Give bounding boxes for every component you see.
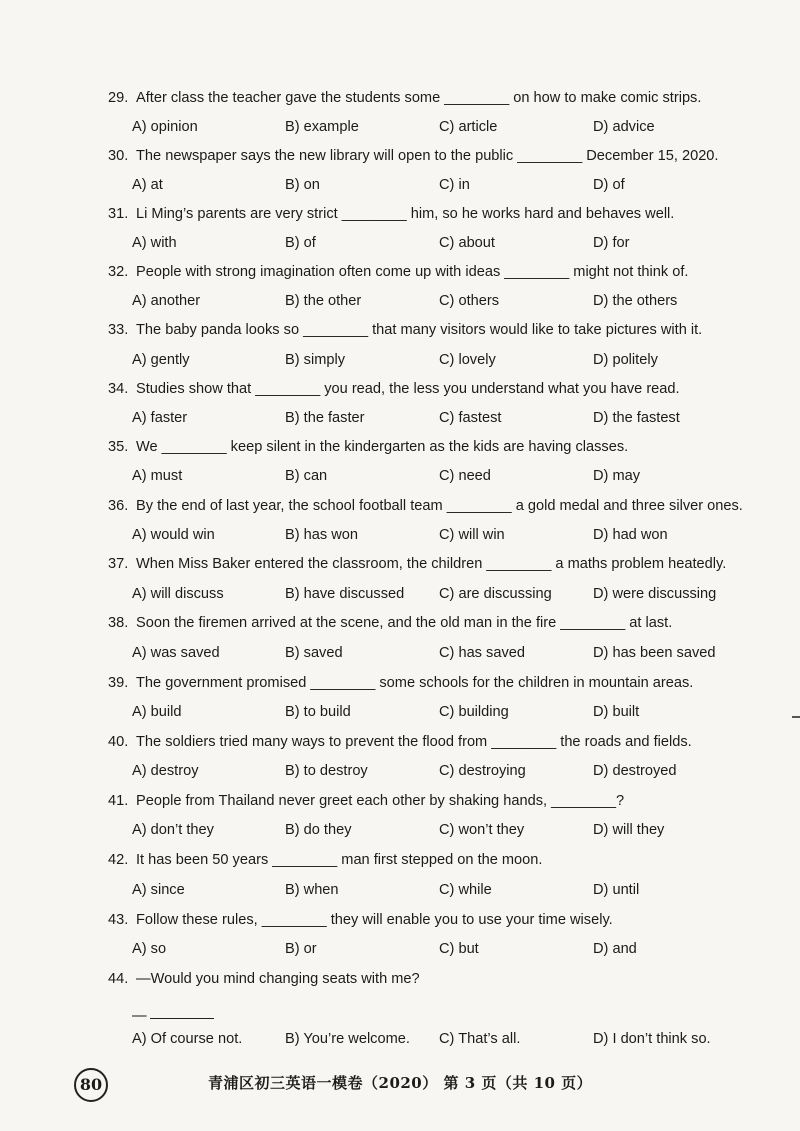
question-42 — [108, 850, 778, 870]
question-40 — [108, 732, 778, 752]
question-33 — [108, 320, 778, 340]
option-a[interactable]: A) at — [132, 177, 163, 193]
option-d[interactable]: D) politely — [593, 352, 658, 368]
option-d[interactable]: D) the others — [593, 293, 678, 309]
options-38 — [132, 643, 772, 663]
page-footer — [0, 1068, 800, 1098]
option-c[interactable]: C) need — [439, 468, 491, 484]
options-44 — [132, 1029, 772, 1049]
question-text: The newspaper says the new library will open to the public ________ December 15, 2020. — [136, 148, 719, 164]
option-b[interactable]: B) the other — [285, 293, 362, 309]
options-39 — [132, 702, 772, 722]
option-c[interactable]: C) has saved — [439, 645, 525, 661]
option-d[interactable]: D) had won — [593, 527, 668, 543]
question-38 — [108, 613, 778, 633]
question-31 — [108, 204, 778, 224]
option-b[interactable]: B) to destroy — [285, 763, 368, 779]
option-b[interactable]: B) or — [285, 941, 317, 957]
option-d[interactable]: D) of — [593, 177, 625, 193]
question-29 — [108, 88, 778, 108]
option-d[interactable]: D) has been saved — [593, 645, 716, 661]
option-b[interactable]: B) has won — [285, 527, 359, 543]
question-number: 32. — [108, 264, 129, 280]
options-30 — [132, 175, 772, 195]
question-39 — [108, 673, 778, 693]
option-b[interactable]: B) example — [285, 119, 359, 135]
option-c[interactable]: C) won’t they — [439, 822, 525, 838]
option-b[interactable]: B) when — [285, 882, 339, 898]
dialogue-reply-dash: — — [132, 1008, 147, 1024]
option-a[interactable]: A) would win — [132, 527, 215, 543]
option-c[interactable]: C) are discussing — [439, 586, 552, 602]
option-d[interactable]: D) may — [593, 468, 641, 484]
question-number: 40. — [108, 734, 129, 750]
option-c[interactable]: C) destroying — [439, 763, 526, 779]
option-a[interactable]: A) since — [132, 882, 185, 898]
answer-blank-line — [150, 1018, 214, 1019]
option-c[interactable]: C) in — [439, 177, 470, 193]
option-d[interactable]: D) built — [593, 704, 640, 720]
option-c[interactable]: C) will win — [439, 527, 505, 543]
options-37 — [132, 584, 772, 604]
options-41 — [132, 820, 772, 840]
question-43 — [108, 910, 778, 930]
question-text: The soldiers tried many ways to prevent the flood from ________ the roads and fields. — [136, 734, 692, 750]
question-32 — [108, 262, 778, 282]
option-d[interactable]: D) for — [593, 235, 630, 251]
question-text: We ________ keep silent in the kindergarten as the kids are having classes. — [136, 439, 629, 455]
question-text: The government promised ________ some schools for the children in mountain areas. — [136, 675, 694, 691]
question-30 — [108, 146, 778, 166]
options-40 — [132, 761, 772, 781]
option-a[interactable]: A) so — [132, 941, 167, 957]
question-44 — [108, 969, 778, 989]
question-36 — [108, 496, 778, 516]
options-35 — [132, 466, 772, 486]
question-number: 43. — [108, 912, 129, 928]
option-b[interactable]: B) the faster — [285, 410, 365, 426]
options-29 — [132, 117, 772, 137]
page-number-badge: 80 — [74, 1068, 108, 1102]
footer-text: 青浦区初三英语一模卷（2020） 第 3 页（共 10 页） — [208, 1074, 593, 1092]
option-b[interactable]: B) to build — [285, 704, 351, 720]
option-b[interactable]: B) on — [285, 177, 320, 193]
question-number: 41. — [108, 793, 129, 809]
question-35 — [108, 437, 778, 457]
question-text: Follow these rules, ________ they will enable you to use your time wisely. — [136, 912, 613, 928]
question-text: After class the teacher gave the students some ________ on how to make comic strips. — [136, 90, 702, 106]
option-d[interactable]: D) until — [593, 882, 640, 898]
question-number: 30. — [108, 148, 129, 164]
options-42 — [132, 880, 772, 900]
question-number: 39. — [108, 675, 129, 691]
option-b[interactable]: B) do they — [285, 822, 352, 838]
option-c[interactable]: C) but — [439, 941, 479, 957]
question-number: 42. — [108, 852, 129, 868]
question-text: People from Thailand never greet each other by shaking hands, ________? — [136, 793, 625, 809]
option-d[interactable]: D) were discussing — [593, 586, 717, 602]
option-d[interactable]: D) the fastest — [593, 410, 680, 426]
option-a[interactable]: A) opinion — [132, 119, 198, 135]
option-a[interactable]: A) destroy — [132, 763, 199, 779]
options-34 — [132, 408, 772, 428]
option-b[interactable]: B) can — [285, 468, 328, 484]
option-c[interactable]: C) building — [439, 704, 509, 720]
option-a[interactable]: A) will discuss — [132, 586, 224, 602]
option-b[interactable]: B) saved — [285, 645, 343, 661]
option-a[interactable]: A) Of course not. — [132, 1031, 243, 1047]
option-d[interactable]: D) will they — [593, 822, 665, 838]
question-number: 37. — [108, 556, 129, 572]
question-text: When Miss Baker entered the classroom, the children ________ a maths problem heatedly. — [136, 556, 727, 572]
question-text: Soon the firemen arrived at the scene, and the old man in the fire ________ at last. — [136, 615, 673, 631]
question-text: Studies show that ________ you read, the less you understand what you have read. — [136, 381, 680, 397]
option-c[interactable]: C) article — [439, 119, 498, 135]
option-d[interactable]: D) destroyed — [593, 763, 677, 779]
options-31 — [132, 233, 772, 253]
option-a[interactable]: A) faster — [132, 410, 188, 426]
question-37 — [108, 554, 778, 574]
option-c[interactable]: C) while — [439, 882, 492, 898]
question-34 — [108, 379, 778, 399]
option-a[interactable]: A) don’t they — [132, 822, 214, 838]
option-d[interactable]: D) advice — [593, 119, 655, 135]
option-d[interactable]: D) and — [593, 941, 637, 957]
option-b[interactable]: B) have discussed — [285, 586, 405, 602]
option-a[interactable]: A) another — [132, 293, 201, 309]
question-text: Li Ming’s parents are very strict ________ him, so he works hard and behaves well. — [136, 206, 675, 222]
question-number: 31. — [108, 206, 129, 222]
question-text: People with strong imagination often come up with ideas ________ might not think of. — [136, 264, 689, 280]
option-a[interactable]: A) with — [132, 235, 177, 251]
question-text: —Would you mind changing seats with me? — [136, 971, 420, 987]
question-text: It has been 50 years ________ man first stepped on the moon. — [136, 852, 543, 868]
question-text: The baby panda looks so ________ that many visitors would like to take pictures with it. — [136, 322, 703, 338]
option-d[interactable]: D) I don’t think so. — [593, 1031, 711, 1047]
option-a[interactable]: A) must — [132, 468, 183, 484]
option-c[interactable]: C) about — [439, 235, 495, 251]
question-number: 38. — [108, 615, 129, 631]
question-number: 34. — [108, 381, 129, 397]
question-number: 33. — [108, 322, 129, 338]
option-c[interactable]: C) That’s all. — [439, 1031, 521, 1047]
scan-mark — [792, 716, 800, 718]
question-text: By the end of last year, the school football team ________ a gold medal and three silver ones. — [136, 498, 743, 514]
question-number: 35. — [108, 439, 129, 455]
option-b[interactable]: B) of — [285, 235, 316, 251]
question-number: 29. — [108, 90, 129, 106]
question-number: 44. — [108, 971, 129, 987]
options-36 — [132, 525, 772, 545]
question-41 — [108, 791, 778, 811]
options-32 — [132, 291, 772, 311]
option-a[interactable]: A) gently — [132, 352, 190, 368]
option-c[interactable]: C) fastest — [439, 410, 502, 426]
option-c[interactable]: C) lovely — [439, 352, 496, 368]
option-a[interactable]: A) was saved — [132, 645, 220, 661]
option-b[interactable]: B) You’re welcome. — [285, 1031, 410, 1047]
option-c[interactable]: C) others — [439, 293, 500, 309]
options-43 — [132, 939, 772, 959]
option-a[interactable]: A) build — [132, 704, 182, 720]
options-33 — [132, 350, 772, 370]
option-b[interactable]: B) simply — [285, 352, 345, 368]
question-number: 36. — [108, 498, 129, 514]
